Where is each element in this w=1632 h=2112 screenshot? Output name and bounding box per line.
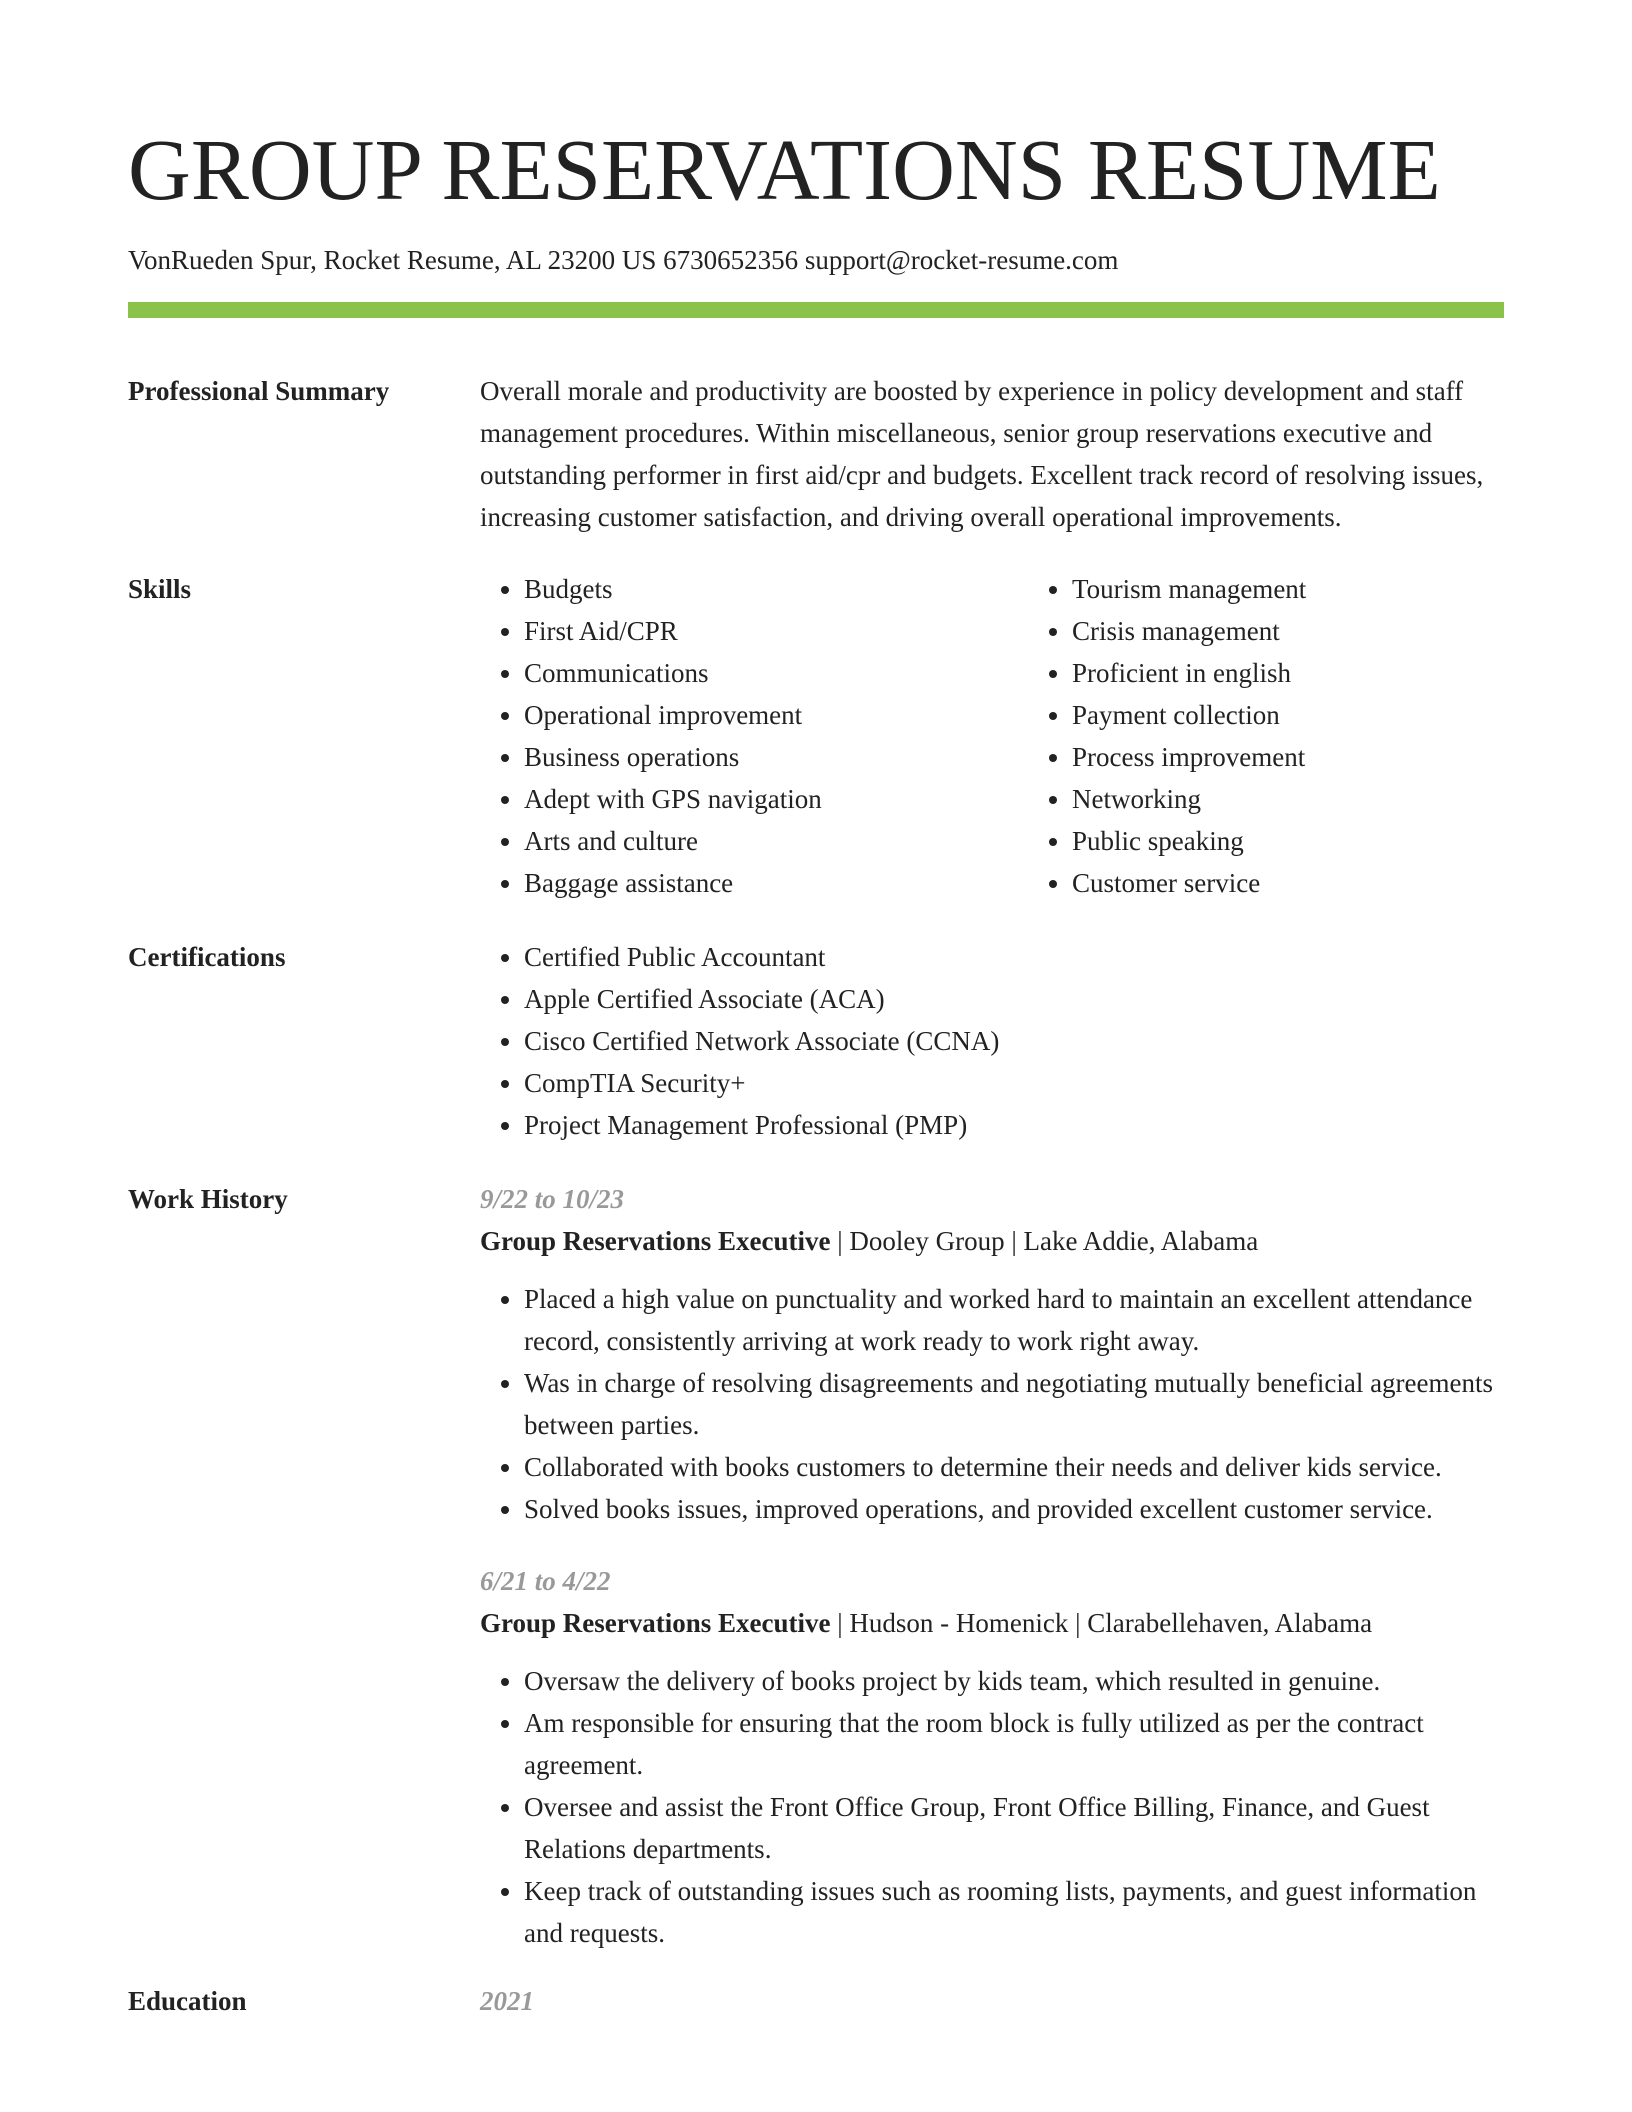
skill-item: • Business operations (524, 736, 1028, 778)
header-divider (128, 302, 1504, 318)
section-label-education: Education (128, 1986, 247, 2016)
job-role-line (480, 1220, 1504, 1262)
skill-item: • Payment collection (1072, 694, 1576, 736)
job-bullet: • Oversee and assist the Front Office Group, Front Office Billing, Finance, and Guest Relations departments. (524, 1786, 1504, 1870)
skill-item: • Arts and culture (524, 820, 1028, 862)
skills-list-right (1028, 568, 1576, 904)
contact-line: VonRueden Spur, Rocket Resume, AL 23200 US 6730652356 support@rocket-resume.com (128, 245, 1119, 275)
job-title: Group Reservations Executive (480, 1608, 831, 1638)
job-dates: 6/21 to 4/22 (480, 1566, 611, 1596)
job-bullet: • Keep track of outstanding issues such as rooming lists, payments, and guest information and requests. (524, 1870, 1504, 1954)
job-entry (480, 1178, 1504, 1530)
skill-item: • Crisis management (1072, 610, 1576, 652)
certifications-section (128, 936, 1504, 1146)
certification-item: • Cisco Certified Network Associate (CCNA) (524, 1020, 1504, 1062)
skill-item: • Budgets (524, 568, 1028, 610)
skill-item: • Baggage assistance (524, 862, 1028, 904)
certifications-list (480, 936, 1504, 1146)
job-bullet: • Solved books issues, improved operations, and provided excellent customer service. (524, 1488, 1504, 1530)
section-label-certifications: Certifications (128, 942, 286, 972)
job-bullet: • Placed a high value on punctuality and worked hard to maintain an excellent attendance record, consistently arriving at work ready to work right away. (524, 1278, 1504, 1362)
skill-item: • Proficient in english (1072, 652, 1576, 694)
job-details: | Dooley Group | Lake Addie, Alabama (830, 1226, 1259, 1256)
summary-text: Overall morale and productivity are boosted by experience in policy development and staff management procedures. Within miscellaneous, senior group reservations executive and outstanding performer in first aid/cpr and budgets. Excellent track record of resolving issues, increasing customer satisfaction, and driving overall operational improvements. (480, 376, 1484, 532)
job-bullet: • Oversaw the delivery of books project by kids team, which resulted in genuine. (524, 1660, 1504, 1702)
skill-item: • Operational improvement (524, 694, 1028, 736)
skill-item: • Public speaking (1072, 820, 1576, 862)
section-label-skills: Skills (128, 574, 192, 604)
job-bullet: • Am responsible for ensuring that the room block is fully utilized as per the contract agreement. (524, 1702, 1504, 1786)
job-bullets (480, 1660, 1504, 1954)
skill-item: • Process improvement (1072, 736, 1576, 778)
job-role-line (480, 1602, 1504, 1644)
job-details: | Hudson - Homenick | Clarabellehaven, Alabama (830, 1608, 1373, 1638)
job-title: Group Reservations Executive (480, 1226, 831, 1256)
education-year: 2021 (480, 1986, 534, 2016)
resume-title: GROUP RESERVATIONS RESUME (128, 121, 1441, 218)
skills-section (128, 568, 1504, 904)
section-label-summary: Professional Summary (128, 376, 390, 406)
certification-item: • CompTIA Security+ (524, 1062, 1504, 1104)
job-dates: 9/22 to 10/23 (480, 1184, 625, 1214)
certification-item: • Certified Public Accountant (524, 936, 1504, 978)
skill-item: • Communications (524, 652, 1028, 694)
job-bullet: • Collaborated with books customers to determine their needs and deliver kids service. (524, 1446, 1504, 1488)
skill-item: • Networking (1072, 778, 1576, 820)
education-section (128, 1980, 1504, 2022)
work-history-section (128, 1178, 1504, 1954)
job-bullets (480, 1278, 1504, 1530)
skill-item: • Tourism management (1072, 568, 1576, 610)
job-entry (480, 1560, 1504, 1954)
skill-item: • Adept with GPS navigation (524, 778, 1028, 820)
certification-item: • Project Management Professional (PMP) (524, 1104, 1504, 1146)
section-label-work-history: Work History (128, 1184, 288, 1214)
skill-item: • Customer service (1072, 862, 1576, 904)
certification-item: • Apple Certified Associate (ACA) (524, 978, 1504, 1020)
job-bullet: • Was in charge of resolving disagreements and negotiating mutually beneficial agreements between parties. (524, 1362, 1504, 1446)
skill-item: • First Aid/CPR (524, 610, 1028, 652)
resume-page (128, 0, 1504, 2022)
summary-section (128, 370, 1504, 538)
skills-list-left (480, 568, 1028, 904)
